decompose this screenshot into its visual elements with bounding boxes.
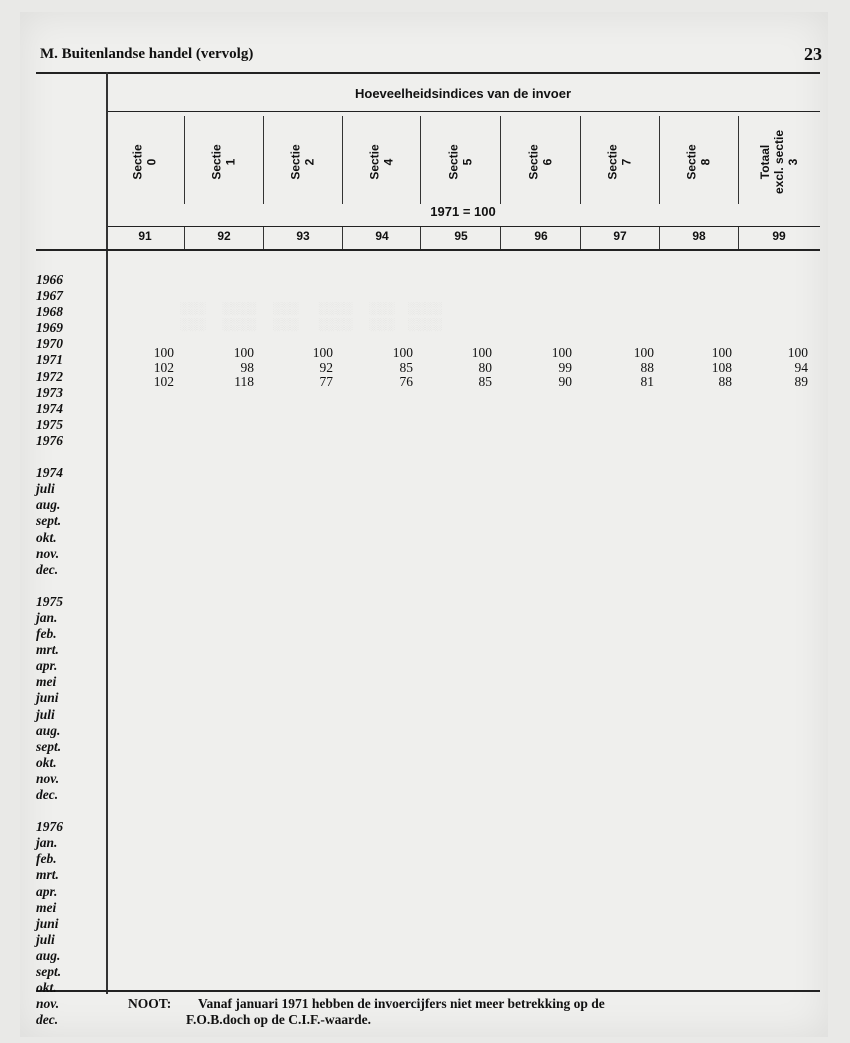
row-label: 1967 [36, 288, 63, 304]
column-header-sectie-0: Sectie 0 [130, 144, 159, 180]
row-label: aug. [36, 722, 61, 738]
footnote-line-2: F.O.B.doch op de C.I.F.-waarde. [186, 1012, 372, 1027]
column-code: 93 [296, 229, 310, 243]
column-header-sectie-2: Sectie 2 [288, 144, 317, 180]
row-label: 1968 [36, 304, 63, 320]
row-label: 1970 [36, 336, 63, 352]
title-rule [108, 111, 820, 112]
table-cell: 90 [558, 374, 572, 389]
row-label: nov. [36, 545, 60, 561]
data-column-sectie-2 [273, 346, 333, 390]
table-cell: 100 [633, 345, 654, 360]
row-label: dec. [36, 1012, 59, 1028]
data-column-sectie-0 [114, 346, 174, 390]
row-label: juli [36, 706, 55, 722]
row-label: juli [36, 481, 55, 497]
column-code: 91 [138, 229, 152, 243]
row-label: mrt. [36, 867, 59, 883]
footnote-line-1: Vanaf januari 1971 hebben de invoercijfers niet meer betrekking op de [198, 996, 605, 1011]
row-label: mrt. [36, 642, 59, 658]
table-cell: 100 [392, 345, 413, 360]
row-label: 1966 [36, 272, 63, 287]
table-cell: 77 [319, 374, 333, 389]
row-label: aug. [36, 497, 61, 513]
table-cell: 85 [478, 374, 492, 389]
row-labels [36, 272, 100, 1028]
row-label: 1974 [36, 465, 63, 481]
row-label: 1971 [36, 352, 63, 368]
table-cell: 108 [711, 359, 732, 375]
data-column-sectie-8 [672, 346, 732, 390]
row-label: sept. [36, 964, 62, 980]
data-column-sectie-4 [353, 346, 413, 390]
data-column-sectie-7 [594, 346, 654, 390]
row-label: juli [36, 931, 55, 947]
table-cell: 100 [471, 345, 492, 360]
table-cell: 100 [233, 345, 254, 360]
footnote-label: NOOT: [128, 996, 172, 1011]
table-title: Hoeveelheidsindices van de invoer [354, 86, 572, 101]
row-label: apr. [36, 883, 58, 899]
row-label: nov. [36, 770, 60, 786]
row-label: okt. [36, 980, 57, 996]
table-cell: 81 [640, 374, 654, 389]
row-label: juni [36, 690, 59, 706]
row-label: 1975 [36, 416, 63, 432]
column-code: 97 [613, 229, 627, 243]
column-code: 99 [772, 229, 786, 243]
table-cell: 92 [319, 359, 333, 375]
column-code: 94 [375, 229, 389, 243]
data-column-totaal [748, 346, 808, 390]
row-label: 1974 [36, 400, 63, 416]
row-label: 1976 [36, 432, 63, 448]
col-divider [500, 116, 501, 204]
row-label: mei [36, 899, 57, 915]
row-label: 1972 [36, 368, 63, 384]
base-year: 1971 = 100 [430, 204, 496, 219]
table-cell: 85 [399, 359, 413, 375]
table-cell: 102 [153, 374, 174, 389]
row-label: feb. [36, 626, 57, 642]
column-header-sectie-7: Sectie 7 [605, 144, 634, 180]
table-cell: 99 [558, 359, 572, 375]
header-bottom-rule [36, 249, 820, 251]
table-cell: 89 [794, 374, 808, 389]
row-label: 1973 [36, 384, 63, 400]
col-divider [738, 116, 739, 204]
row-label: okt. [36, 529, 57, 545]
data-column-sectie-1 [194, 346, 254, 390]
table-cell: 100 [787, 345, 808, 360]
column-code: 96 [534, 229, 548, 243]
column-code: 98 [692, 229, 706, 243]
row-label [36, 803, 100, 819]
table-cell: 98 [240, 359, 254, 375]
page-number: 23 [804, 44, 822, 64]
table-cell: 88 [718, 374, 732, 389]
row-label: apr. [36, 658, 58, 674]
data-column-sectie-5 [432, 346, 492, 390]
row-label [36, 449, 100, 465]
row-label: mei [36, 674, 57, 690]
footnote [128, 996, 605, 1028]
row-label: nov. [36, 996, 60, 1012]
row-label: 1969 [36, 320, 63, 336]
row-label: dec. [36, 561, 59, 577]
table-cell: 100 [711, 345, 732, 360]
row-label [36, 578, 100, 594]
code-divider [738, 227, 739, 249]
table-cell: 100 [551, 345, 572, 360]
base-rule [108, 226, 820, 227]
row-label: 1975 [36, 593, 63, 609]
table-cell: 76 [399, 374, 413, 389]
code-divider [500, 227, 501, 249]
column-code: 95 [454, 229, 468, 243]
table-cell: 118 [234, 374, 254, 389]
column-header-sectie-8: Sectie 8 [684, 144, 713, 180]
table-cell: 100 [312, 345, 333, 360]
table-cell: 88 [640, 359, 654, 375]
row-label: okt. [36, 754, 57, 770]
section-heading: M. Buitenlandse handel (vervolg) [40, 46, 254, 62]
row-label: jan. [36, 609, 58, 625]
row-label: 1976 [36, 819, 63, 835]
column-code: 92 [217, 229, 231, 243]
row-label: dec. [36, 787, 59, 802]
data-column-sectie-6 [512, 346, 572, 390]
row-label: jan. [36, 835, 58, 851]
column-header-sectie-4: Sectie 4 [367, 144, 396, 180]
row-label: sept. [36, 738, 62, 754]
column-header-totaal: Totaal excl. sectie 3 [758, 129, 800, 195]
table-cell: 80 [478, 359, 492, 375]
row-label: aug. [36, 947, 61, 963]
column-header-sectie-6: Sectie 6 [526, 144, 555, 180]
table-cell: 102 [153, 359, 174, 375]
top-rule [36, 72, 820, 74]
table-cell: 100 [153, 345, 174, 360]
column-header-sectie-1: Sectie 1 [209, 144, 238, 180]
row-label: sept. [36, 513, 62, 529]
row-label: juni [36, 915, 59, 931]
column-header-sectie-5: Sectie 5 [446, 144, 475, 180]
row-label: feb. [36, 851, 57, 867]
bleed-through: ░░░ ░░░░ ░░░ ░░░░ ░░░ ░░░░ ░░░ ░░░░ ░░░ ░░░░ ░░░ ░░░░ [180, 301, 442, 331]
table-cell: 94 [794, 359, 808, 375]
bottom-rule [36, 990, 820, 992]
